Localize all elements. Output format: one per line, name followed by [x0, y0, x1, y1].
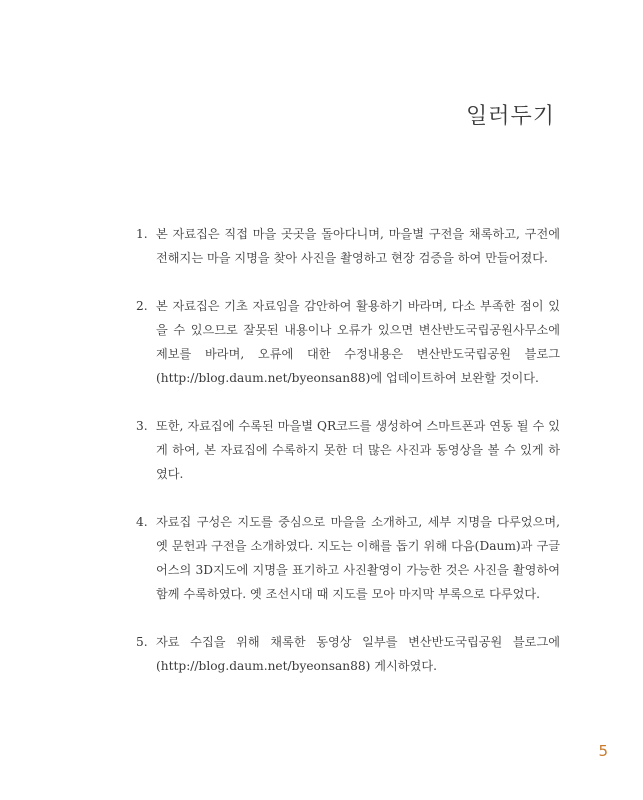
- note-text: 자료 수집을 위해 채록한 동영상 일부를 변산반도국립공원 블로그에(http://blog.daum.net/byeonsan88) 게시하였다.: [156, 635, 560, 673]
- page-title: 일러두기: [465, 103, 555, 129]
- note-text: 자료집 구성은 지도를 중심으로 마을을 소개하고, 세부 지명을 다루었으며, 옛 문헌과 구전을 소개하였다. 지도는 이해를 돕기 위해 다음(Daum)과 구글어스의 3D지도에 지명을 표기하고 사진촬영이 가능한 것은 사진을 촬영하여 함께 수록하였다. 옛 조선시대 때 지도를 모아 마지막 부록으로 다루었다.: [156, 515, 560, 601]
- note-number: 5.: [136, 635, 148, 649]
- note-number: 1.: [136, 227, 148, 241]
- note-text: 본 자료집은 기초 자료임을 감안하여 활용하기 바라며, 다소 부족한 점이 있을 수 있으므로 잘못된 내용이나 오류가 있으면 변산반도국립공원사무소에 제보를 바라며, 오류에 대한 수정내용은 변산반도국립공원 블로그(http://blog.daum.net/byeonsan88)에 업데이트하여 보완할 것이다.: [156, 299, 560, 385]
- note-number: 2.: [136, 299, 148, 313]
- note-item: [136, 222, 560, 270]
- notes-list: [136, 222, 560, 702]
- note-text: 또한, 자료집에 수록된 마을별 QR코드를 생성하여 스마트폰과 연동 될 수 있게 하여, 본 자료집에 수록하지 못한 더 많은 사진과 동영상을 볼 수 있게 하였다.: [156, 419, 560, 481]
- note-number: 4.: [136, 515, 148, 529]
- page-number: 5: [598, 742, 608, 760]
- note-item: [136, 414, 560, 486]
- note-item: [136, 294, 560, 390]
- note-text: 본 자료집은 직접 마을 곳곳을 돌아다니며, 마을별 구전을 채록하고, 구전에 전해지는 마을 지명을 찾아 사진을 촬영하고 현장 검증을 하여 만들어졌다.: [156, 227, 560, 265]
- note-number: 3.: [136, 419, 148, 433]
- note-item: [136, 510, 560, 606]
- note-item: [136, 630, 560, 678]
